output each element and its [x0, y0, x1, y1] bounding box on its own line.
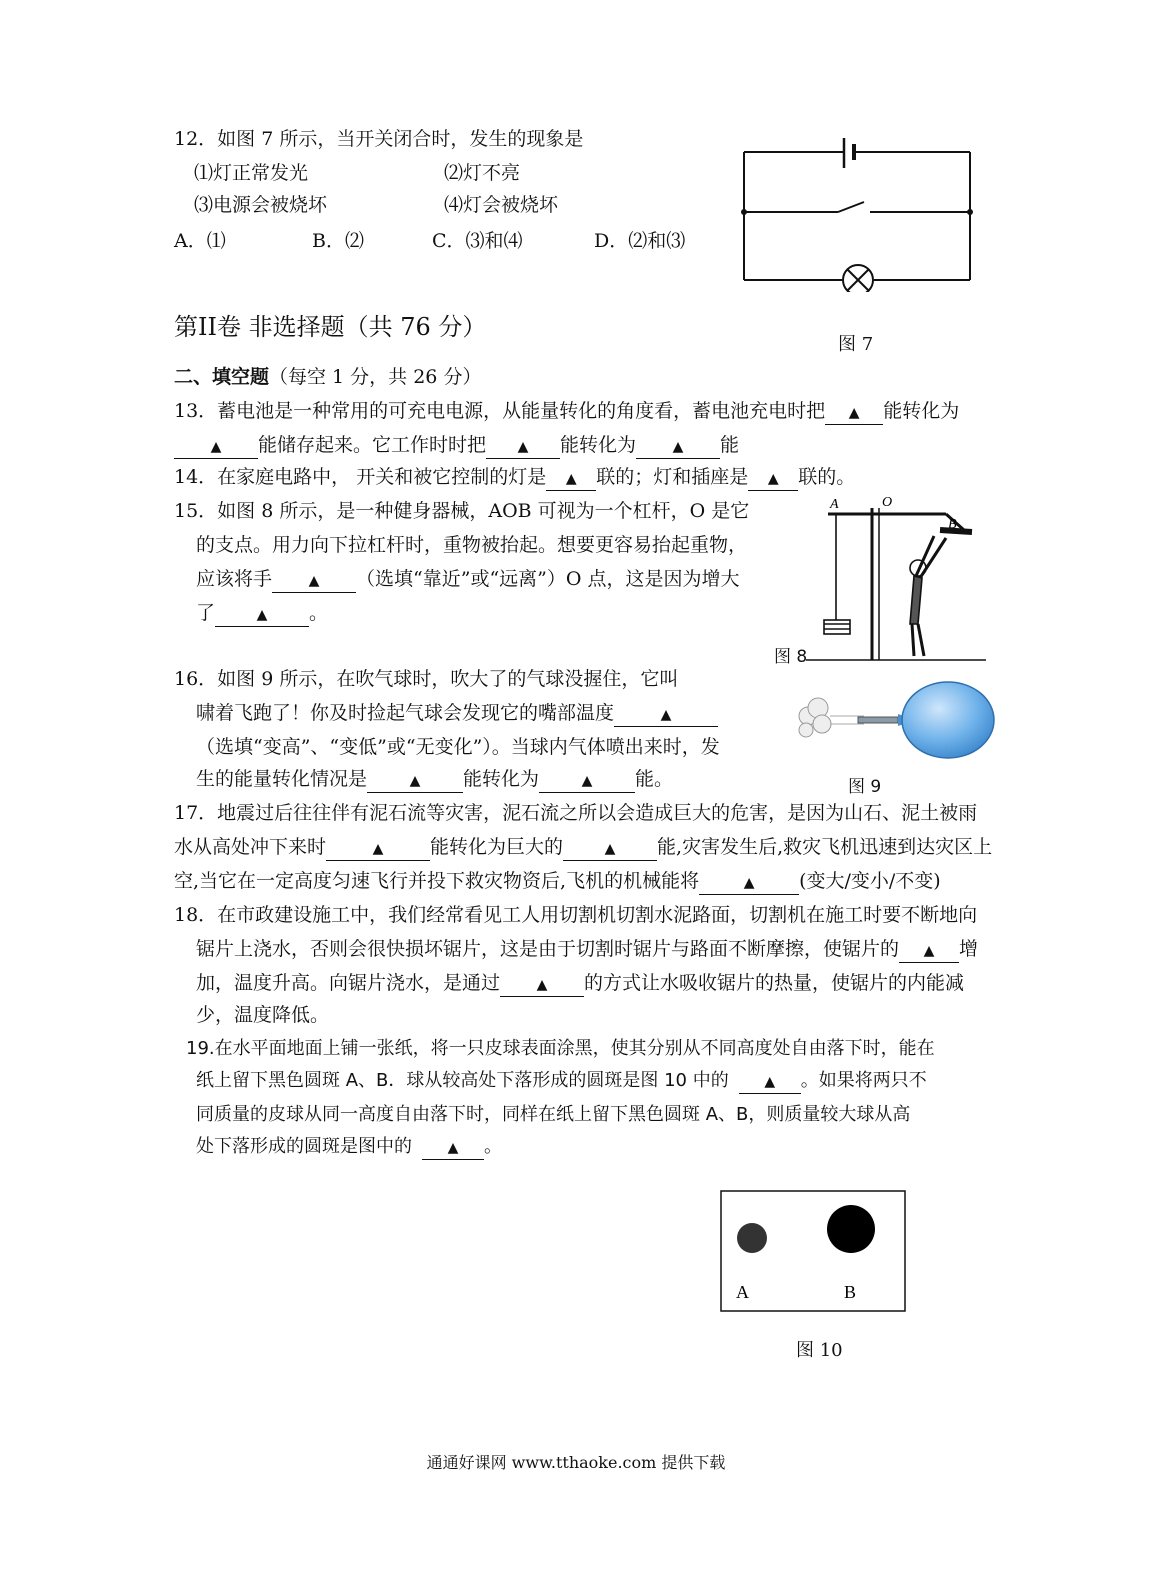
figure-8-caption: 图 8 — [774, 647, 808, 667]
q15-blank-2[interactable] — [215, 602, 309, 627]
q18-line-2 — [196, 936, 978, 963]
blank-marker: ▲ — [210, 439, 222, 455]
q19-blank-1[interactable] — [739, 1070, 801, 1094]
q14-line — [174, 464, 855, 491]
blank-marker: ▲ — [536, 977, 548, 993]
blank-marker: ▲ — [517, 439, 529, 455]
q13-blank-4[interactable] — [636, 434, 720, 459]
q12-option-4: ⑷灯会被烧坏 — [444, 194, 559, 216]
q14-text: 联的；灯和插座是 — [596, 466, 749, 488]
q16-text: 能。 — [635, 768, 674, 790]
figure-7-caption: 图 7 — [838, 334, 874, 355]
q12-option-1: ⑴灯正常发光 — [194, 162, 309, 184]
q15-blank-1[interactable] — [272, 568, 356, 593]
q18-text: 增 — [959, 938, 979, 960]
q18-text: 的方式让水吸收锯片的热量，使锯片的内能减 — [584, 972, 965, 994]
blank-marker: ▲ — [672, 439, 684, 455]
footer-credit: 通通好课网 www.tthaoke.com 提供下载 — [426, 1453, 726, 1472]
q13-blank-3[interactable] — [486, 434, 560, 459]
blank-marker: ▲ — [581, 773, 593, 789]
q12-choice-b: B．⑵ — [312, 230, 364, 252]
q13-blank-2[interactable] — [174, 434, 258, 459]
q13-text: 能转化为 — [560, 434, 637, 456]
q17-text: (变大/变小/不变) — [799, 870, 941, 892]
blank-marker: ▲ — [447, 1140, 459, 1156]
blank-marker: ▲ — [308, 573, 320, 589]
q18-text: 锯片上浇水，否则会很快损坏锯片，这是由于切割时锯片与路面不断摩擦，使锯片的 — [196, 938, 900, 960]
q16-text: 能转化为 — [463, 768, 540, 790]
figure-8-lever — [806, 492, 996, 664]
blank-marker: ▲ — [764, 1074, 776, 1090]
figure-9-caption: 图 9 — [848, 777, 882, 797]
part-2-scoring: （每空 1 分，共 26 分） — [269, 366, 482, 388]
q15-line-3 — [196, 566, 740, 593]
q19-line-3: 同质量的皮球从同一高度自由落下时，同样在纸上留下黑色圆斑 A、B，则质量较大球从高 — [196, 1104, 911, 1125]
q16-line-3: （选填“变高”、“变低”或“无变化”）。当球内气体喷出来时，发 — [196, 736, 720, 758]
q17-blank-3[interactable] — [699, 870, 799, 895]
q16-line-4 — [196, 766, 673, 793]
q13-line-1 — [174, 398, 959, 425]
section-2-title: 第II卷 非选择题（共 76 分） — [174, 313, 487, 341]
q18-line-3 — [196, 970, 964, 997]
blank-marker: ▲ — [767, 471, 779, 487]
q15-line-4 — [196, 600, 328, 627]
q16-text: 生的能量转化情况是 — [196, 768, 368, 790]
q13-text: 能 — [720, 434, 740, 456]
figure-8-label-o: O — [882, 495, 893, 510]
q19-line-1: 19.在水平面地面上铺一张纸，将一只皮球表面涂黑，使其分别从不同高度处自由落下时，能在 — [186, 1038, 935, 1059]
q15-text: 了 — [196, 602, 216, 624]
q18-line-4: 少，温度降低。 — [196, 1004, 330, 1026]
q13-text: 能储存起来。它工作时时把 — [258, 434, 487, 456]
q17-blank-2[interactable] — [563, 836, 657, 861]
q14-blank-1[interactable] — [546, 466, 596, 491]
q19-line-4 — [196, 1134, 502, 1160]
q15-line-2: 的支点。用力向下拉杠杆时，重物被抬起。想要更容易抬起重物， — [196, 534, 748, 556]
q12-option-3: ⑶电源会被烧坏 — [194, 194, 328, 216]
q16-blank-2[interactable] — [367, 768, 463, 793]
q15-text: （选填“靠近”或“远离”）O 点，这是因为增大 — [356, 568, 740, 590]
q12-choice-d: D．⑵和⑶ — [594, 230, 686, 252]
q18-line-1: 18．在市政建设施工中，我们经常看见工人用切割机切割水泥路面，切割机在施工时要不断地向 — [174, 904, 978, 926]
q17-text: 空,当它在一定高度匀速飞行并投下救灾物资后,飞机的机械能将 — [174, 870, 700, 892]
figure-9-balloon — [794, 680, 998, 770]
q17-line-1: 17．地震过后往往伴有泥石流等灾害，泥石流之所以会造成巨大的危害，是因为山石、泥土被雨 — [174, 802, 978, 824]
q16-text: 啸着飞跑了！你及时捡起气球会发现它的嘴部温度 — [196, 702, 615, 724]
q12-choice-c: C．⑶和⑷ — [432, 230, 523, 252]
figure-10-caption: 图 10 — [796, 1340, 843, 1361]
blank-marker: ▲ — [923, 943, 935, 959]
q14-blank-2[interactable] — [748, 466, 798, 491]
part-2-heading — [174, 364, 481, 390]
q19-text: 。 — [484, 1136, 502, 1157]
blank-marker: ▲ — [372, 841, 384, 857]
q17-text: 能转化为巨大的 — [430, 836, 564, 858]
q18-text: 加，温度升高。向锯片浇水，是通过 — [196, 972, 501, 994]
q16-blank-1[interactable] — [614, 702, 718, 727]
q19-text: 。如果将两只不 — [800, 1070, 927, 1091]
blank-marker: ▲ — [743, 875, 755, 891]
q13-text: 13．蓄电池是一种常用的可充电电源，从能量转化的角度看，蓄电池充电时把 — [174, 400, 826, 422]
q19-text: 纸上留下黑色圆斑 A、B．球从较高处下落形成的圆斑是图 10 中的 — [196, 1070, 729, 1091]
blank-marker: ▲ — [604, 841, 616, 857]
q17-blank-1[interactable] — [326, 836, 430, 861]
part-2-label: 二、填空题 — [174, 366, 270, 388]
q12-stem: 12．如图 7 所示，当开关闭合时，发生的现象是 — [174, 128, 584, 150]
q17-line-3 — [174, 868, 941, 895]
q16-line-2 — [196, 700, 718, 727]
figure-10-spots — [720, 1190, 908, 1314]
q15-line-1: 15．如图 8 所示，是一种健身器械，AOB 可视为一个杠杆，O 是它 — [174, 500, 750, 522]
q17-line-2 — [174, 834, 992, 861]
figure-8-label-b: B — [948, 517, 957, 532]
q19-line-2 — [196, 1068, 927, 1094]
q15-text: 。 — [309, 602, 329, 624]
q13-line-2 — [174, 432, 739, 459]
q17-text: 能,灾害发生后,救灾飞机迅速到达灾区上 — [657, 836, 993, 858]
q12-choice-a: A．⑴ — [174, 230, 226, 252]
blank-marker: ▲ — [256, 607, 268, 623]
q18-blank-1[interactable] — [899, 938, 959, 963]
blank-marker: ▲ — [660, 707, 672, 723]
q14-text: 14．在家庭电路中， 开关和被它控制的灯是 — [174, 466, 547, 488]
q19-blank-2[interactable] — [422, 1136, 484, 1160]
q12-option-2: ⑵灯不亮 — [444, 162, 521, 184]
q19-text: 处下落形成的圆斑是图中的 — [196, 1136, 412, 1157]
q16-blank-3[interactable] — [539, 768, 635, 793]
q16-line-1: 16．如图 9 所示，在吹气球时，吹大了的气球没握住，它叫 — [174, 668, 679, 690]
figure-8-label-a: A — [830, 497, 839, 512]
figure-10-label-a: A — [736, 1282, 749, 1302]
q18-blank-2[interactable] — [500, 972, 584, 997]
figure-10-label-b: B — [844, 1282, 857, 1302]
blank-marker: ▲ — [565, 471, 577, 487]
figure-7-circuit — [738, 132, 978, 292]
blank-marker: ▲ — [848, 405, 860, 421]
q13-blank-1[interactable] — [825, 400, 883, 425]
q13-text: 能转化为 — [883, 400, 960, 422]
q14-text: 联的。 — [798, 466, 856, 488]
q15-text: 应该将手 — [196, 568, 273, 590]
blank-marker: ▲ — [409, 773, 421, 789]
q17-text: 水从高处冲下来时 — [174, 836, 327, 858]
